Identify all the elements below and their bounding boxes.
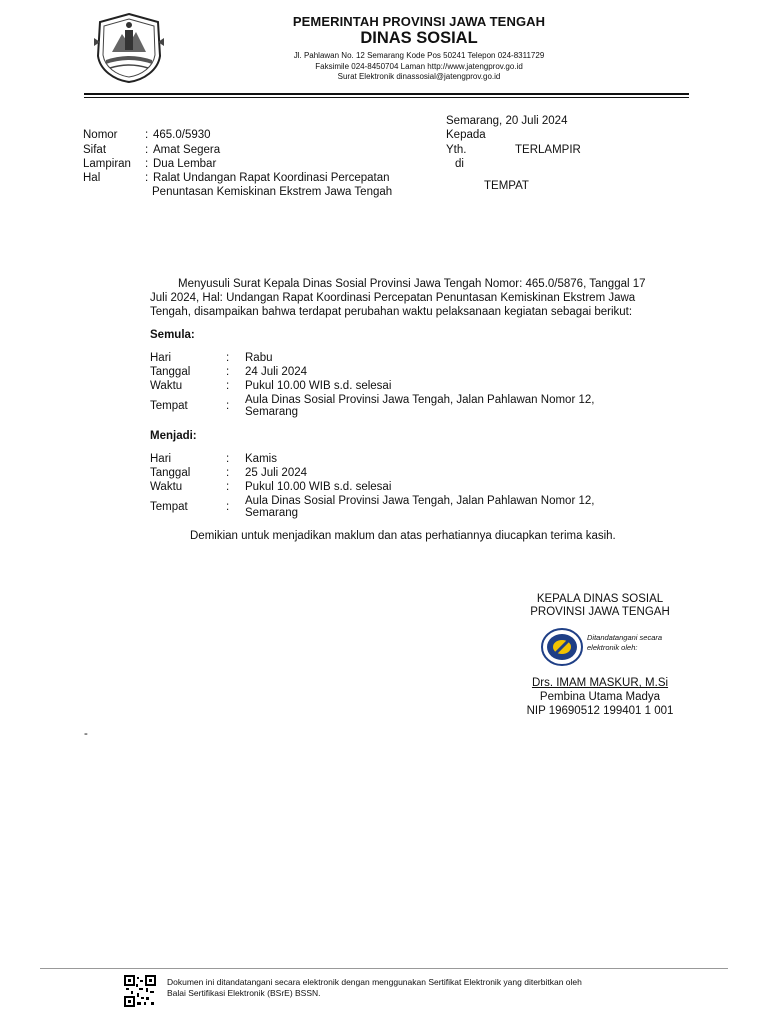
meta-value: 465.0/5930 (153, 129, 211, 141)
opening-line: Tengah, disampaikan bahwa terdapat perubahan waktu pelaksanaan kegiatan sebagai berikut: (150, 306, 633, 318)
row-label: Tanggal (150, 467, 191, 479)
row-value-line: Aula Dinas Sosial Provinsi Jawa Tengah, Jalan Pahlawan Nomor 12, (245, 394, 595, 406)
table-row (150, 352, 620, 366)
letter-date: Semarang, 20 Juli 2024 (446, 115, 568, 127)
footer-note (167, 977, 687, 999)
place: TEMPAT (484, 180, 529, 192)
row-label: Hari (150, 453, 172, 465)
row-label: Waktu (150, 481, 183, 493)
row-colon: : (226, 400, 230, 412)
letterhead-rule (84, 93, 689, 95)
table-row (150, 467, 620, 481)
table-row (150, 394, 620, 421)
meta-value: Ralat Undangan Rapat Koordinasi Percepatan (153, 172, 390, 184)
recipient: TERLAMPIR (515, 144, 581, 156)
yth-label: Yth. (446, 144, 467, 156)
meta-colon: : (145, 129, 149, 141)
row-value-line: Semarang (245, 507, 299, 519)
row-value: 25 Juli 2024 (245, 467, 308, 479)
letterhead-agency: DINAS SOSIAL (360, 29, 478, 47)
meta-label: Lampiran (83, 158, 131, 170)
meta-label: Hal (83, 172, 101, 184)
letterhead-government: PEMERINTAH PROVINSI JAWA TENGAH (292, 14, 546, 29)
stray-mark: - (84, 728, 88, 740)
row-value: Pukul 10.00 WIB s.d. selesai (245, 481, 392, 493)
table-row (150, 495, 620, 522)
letterhead-rule-thin (84, 97, 689, 98)
address-line: Surat Elektronik dinassosial@jatengprov.go.id (337, 72, 501, 81)
signatory-nip: NIP 19690512 199401 1 001 (526, 705, 674, 717)
row-value: 24 Juli 2024 (245, 366, 308, 378)
kepada-label: Kepada (446, 129, 486, 141)
meta-label: Sifat (83, 144, 107, 156)
signatory-name-text: Drs. IMAM MASKUR, M.Si (531, 677, 669, 689)
meta-colon: : (145, 158, 149, 170)
row-colon: : (226, 366, 230, 378)
row-colon: : (226, 352, 230, 364)
address-line: Faksimile 024-8450704 Laman http://www.jatengprov.go.id (315, 61, 523, 71)
footer-note-line: Balai Sertifikasi Elektronik (BSrE) BSSN. (167, 988, 321, 998)
table-row (150, 366, 620, 380)
row-value-line: Aula Dinas Sosial Provinsi Jawa Tengah, Jalan Pahlawan Nomor 12, (245, 495, 595, 507)
row-colon: : (226, 467, 230, 479)
meta-colon: : (145, 144, 149, 156)
meta-value: Dua Lembar (153, 158, 217, 170)
row-label: Tempat (150, 501, 188, 513)
meta-value: Amat Segera (153, 144, 221, 156)
footer-note-line: Dokumen ini ditandatangani secara elektronik dengan menggunakan Sertifikat Elektronik yang diterbitkan oleh (167, 977, 582, 987)
bsre-seal-icon (540, 627, 584, 667)
meta-colon: : (145, 172, 149, 184)
row-value (245, 394, 645, 418)
qr-code-icon (124, 975, 156, 1007)
row-colon: : (226, 501, 230, 513)
closing-sentence: Demikian untuk menjadikan maklum dan atas perhatiannya diucapkan terima kasih. (190, 530, 616, 542)
di-label: di (455, 158, 464, 170)
meta-value: Penuntasan Kemiskinan Ekstrem Jawa Tengah (152, 186, 393, 198)
row-colon: : (226, 380, 230, 392)
table-row (150, 481, 620, 495)
row-value-line: Semarang (245, 406, 299, 418)
row-value (245, 495, 645, 519)
esign-line: Ditandatangani secara (587, 633, 663, 642)
table-row (150, 453, 620, 467)
signature-title-line: PROVINSI JAWA TENGAH (530, 606, 670, 618)
letterhead-address (0, 51, 768, 83)
esign-line: elektronik oleh: (587, 643, 638, 652)
esign-label (587, 633, 662, 653)
semula-table (150, 352, 620, 421)
row-value: Pukul 10.00 WIB s.d. selesai (245, 380, 392, 392)
address-line: Jl. Pahlawan No. 12 Semarang Kode Pos 50241 Telepon 024-8311729 (293, 51, 545, 60)
row-label: Tanggal (150, 366, 191, 378)
row-label: Waktu (150, 380, 183, 392)
row-label: Tempat (150, 400, 188, 412)
row-value: Rabu (245, 352, 273, 364)
row-colon: : (226, 481, 230, 493)
meta-label: Nomor (83, 129, 118, 141)
signatory-name (500, 677, 700, 689)
row-value: Kamis (245, 453, 277, 465)
row-colon: : (226, 453, 230, 465)
table-row (150, 380, 620, 394)
menjadi-heading: Menjadi: (150, 430, 197, 442)
row-label: Hari (150, 352, 172, 364)
opening-line: Menyusuli Surat Kepala Dinas Sosial Provinsi Jawa Tengah Nomor: 465.0/5876, Tanggal 17 (178, 278, 646, 290)
signatory-rank: Pembina Utama Madya (539, 691, 661, 703)
opening-line: Juli 2024, Hal: Undangan Rapat Koordinasi Percepatan Penuntasan Kemiskinan Ekstrem Jawa (150, 292, 636, 304)
footer-divider (40, 968, 728, 969)
menjadi-table (150, 453, 620, 522)
semula-heading: Semula: (150, 329, 195, 341)
signature-title-line: KEPALA DINAS SOSIAL (536, 593, 664, 605)
